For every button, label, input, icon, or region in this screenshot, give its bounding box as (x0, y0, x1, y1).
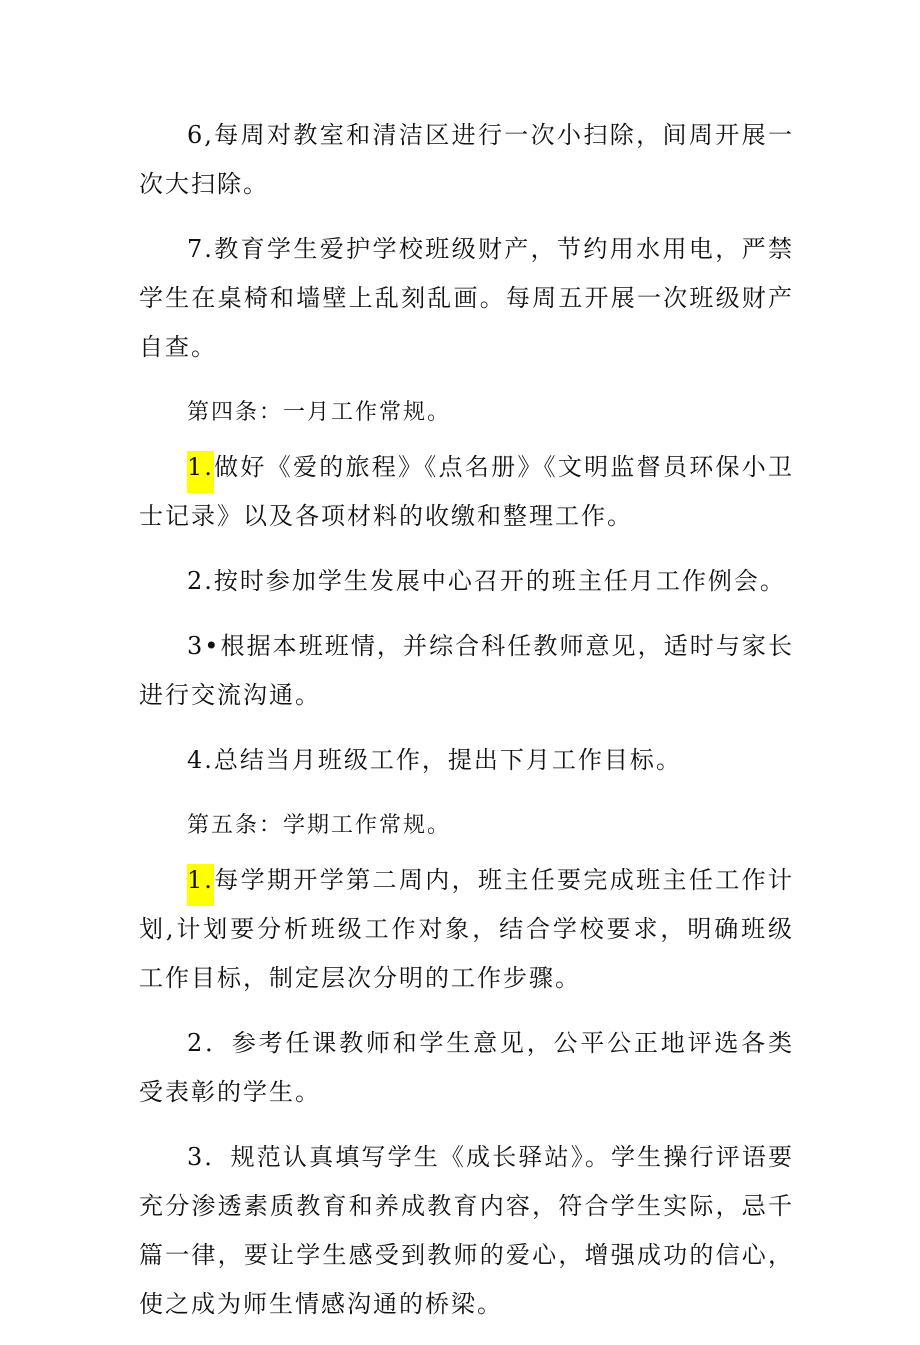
article-5-heading: 第五条：学期工作常规。 (187, 813, 452, 838)
highlighted-number: 1. (187, 451, 214, 493)
article-5-item-1-text: 每学期开学第二周内，班主任要完成班主任工作计划,计划要分析班级工作对象，结合学校要求，明确班级工作目标，制定层次分明的工作步骤。 (139, 866, 794, 992)
paragraph-item-7: 7.教育学生爱护学校班级财产，节约用水用电，严禁学生在桌椅和墙壁上乱刻乱画。每周五开展一次班级财产自查。 (139, 235, 794, 361)
paragraph-item-6: 6,每周对教室和清洁区进行一次小扫除，间周开展一次大扫除。 (139, 121, 794, 198)
article-5-item-2: 2．参考任课教师和学生意见，公平公正地评选各类受表彰的学生。 (139, 1029, 794, 1106)
article-4-item-1 (139, 443, 794, 541)
article-4-item-4: 4.总结当月班级工作，提出下月工作目标。 (187, 746, 682, 774)
article-5-item-1 (139, 856, 794, 1003)
article-4-item-2: 2.按时参加学生发展中心召开的班主任月工作例会。 (187, 567, 786, 595)
article-4-heading: 第四条：一月工作常规。 (187, 400, 452, 425)
document-body (139, 111, 794, 1345)
article-4-item-3: 3•根据本班班情，并综合科任教师意见，适时与家长进行交流沟通。 (139, 632, 794, 709)
highlighted-number: 1. (187, 864, 214, 906)
article-5-item-3: 3．规范认真填写学生《成长驿站》。学生操行评语要充分渗透素质教育和养成教育内容，符合学生实际，忌千篇一律，要让学生感受到教师的爱心，增强成功的信心，使之成为师生情感沟通的桥梁。 (139, 1143, 794, 1318)
article-4-item-1-text: 做好《爱的旅程》《点名册》《文明监督员环保小卫士记录》以及各项材料的收缴和整理工作。 (139, 453, 794, 530)
